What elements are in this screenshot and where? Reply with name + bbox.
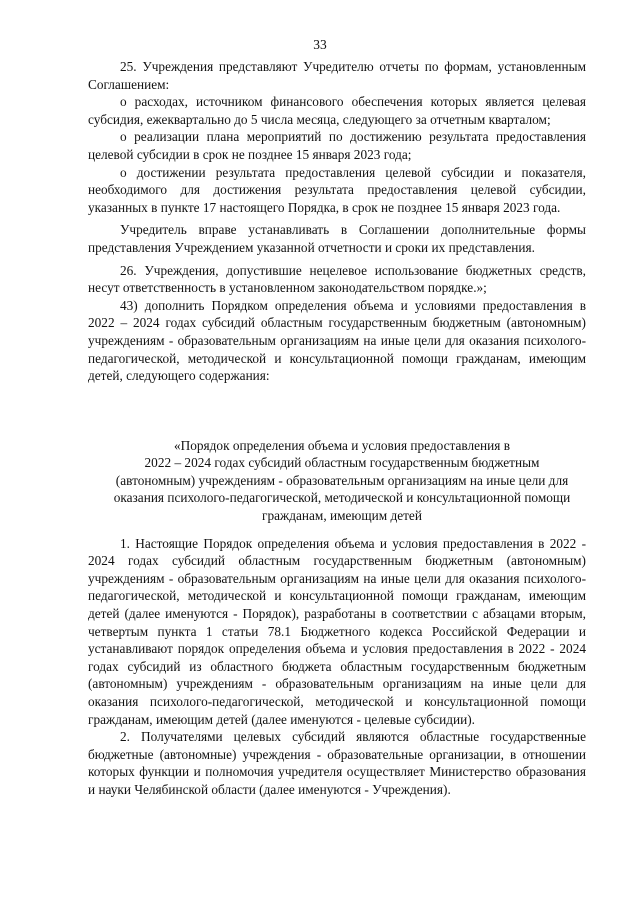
section-title — [88, 437, 586, 525]
section-title-line: «Порядок определения объема и условия предоставления в — [174, 437, 510, 453]
paragraph: Учредитель вправе устанавливать в Соглашении дополнительные формы представления Учреждением указанной отчетности и сроки их представления. — [88, 222, 586, 255]
section-title-line: оказания психолого-педагогической, методической и консультационной помощи — [113, 490, 571, 506]
paragraph: о расходах, источником финансового обеспечения которых является целевая субсидия, ежеквартально до 5 числа месяца, следующего за отчетным кварталом; — [88, 94, 586, 127]
paragraph: 26. Учреждения, допустившие нецелевое использование бюджетных средств, несут ответственность в установленном законодательством порядке.»; — [88, 262, 586, 296]
section-title-line: 2022 – 2024 годах субсидий областным государственным бюджетным — [144, 455, 540, 471]
section-title-line: гражданам, имеющим детей — [262, 508, 422, 524]
document-body — [88, 58, 586, 799]
paragraph: 2. Получателями целевых субсидий являются областные государственные бюджетные (автономные) учреждения - образовательные организации, в отношении которых функции и полномочия учредителя осуществляет Министерство образования и науки Челябинской области (далее именуются - Учреждения). — [88, 729, 586, 797]
paragraph: о достижении результата предоставления целевой субсидии и показателя, необходимого для достижения результата предоставления целевой субсидии, указанных в пункте 17 настоящего Порядка, в срок не позднее 15 января 2023 года. — [88, 164, 586, 215]
page-number: 33 — [313, 37, 327, 52]
paragraph: 25. Учреждения представляют Учредителю отчеты по формам, установленным Соглашением: — [88, 59, 586, 92]
paragraph: 1. Настоящие Порядок определения объема и условия предоставления в 2022 - 2024 годах субсидий областным государственным бюджетным (автономным) учреждениям - образовательным организациям на иные цели для оказания психолого-педагогической, методической и консультационной помощи гражданам, имеющим детей (далее именуются - Порядок), разработаны в соответствии с абзацами вторым, четвертым пункта 1 статьи 78.1 Бюджетного кодекса Российской Федерации и устанавливают порядок определения объема и условия предоставления в 2022 - 2024 годах субсидий из областного бюджета областным государственным бюджетным (автономным) учреждениям - образовательным организациям на иные цели для оказания психолого-педагогической, методической и консультационной помощи гражданам, имеющим детей (далее именуются - целевые субсидии). — [88, 535, 586, 727]
section-title-line: (автономным) учреждениям - образовательным организациям на иные цели для — [115, 472, 569, 488]
paragraph: о реализации плана мероприятий по достижению результата предоставления целевой субсидии в срок не позднее 15 января 2023 года; — [88, 129, 586, 162]
paragraph: 43) дополнить Порядком определения объема и условиями предоставления в 2022 – 2024 годах субсидий областным государственным бюджетным (автономным) учреждениям - образовательным организациям на иные цели для оказания психолого-педагогической, методической и консультационной помощи гражданам, имеющим детей, следующего содержания: — [88, 297, 586, 384]
